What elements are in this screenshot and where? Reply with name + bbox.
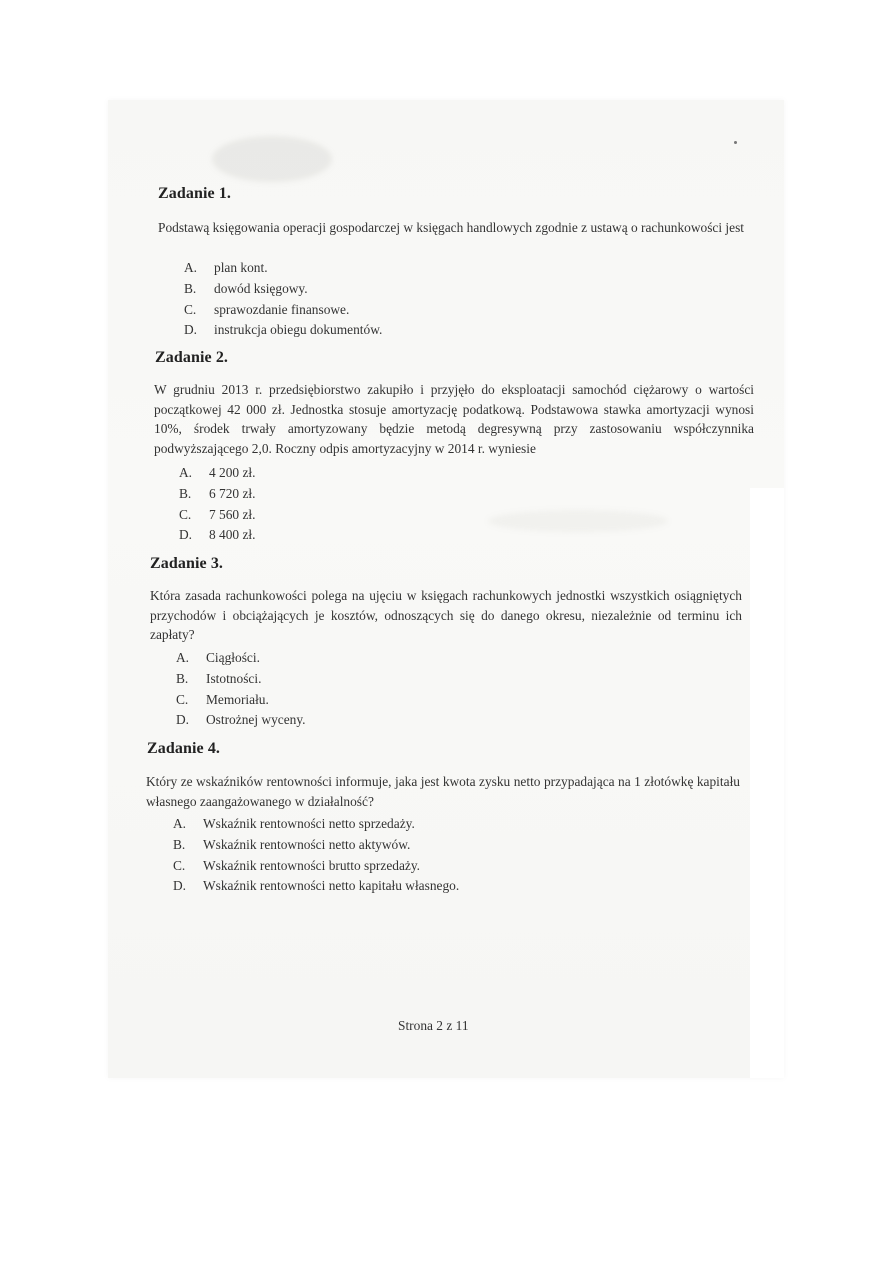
option-letter: B. — [179, 485, 192, 501]
option-text: plan kont. — [214, 260, 268, 275]
option-text: Wskaźnik rentowności brutto sprzedaży. — [203, 857, 421, 873]
option-letter: A. — [173, 816, 187, 831]
option — [179, 525, 256, 546]
option-letter: C. — [176, 691, 189, 707]
option — [176, 648, 306, 669]
option-letter: C. — [184, 301, 197, 317]
task-3-question: Która zasada rachunkowości polega na ujęciu w księgach rachunkowych jednostki wszystkich osiągniętych przychodów i obciążających je kosztów, odnoszących się do danego okresu, niezależnie od terminu ich zapłaty? — [150, 588, 742, 642]
scan-speck — [734, 141, 737, 144]
task-1-question: Podstawą księgowania operacji gospodarczej w księgach handlowych zgodnie z ustawą o rachunkowości jest — [158, 220, 745, 235]
task-1-title: Zadanie 1. — [158, 185, 232, 202]
option-text: Istotności. — [206, 670, 262, 686]
option-text: 7 560 zł. — [209, 506, 256, 522]
option — [179, 505, 256, 526]
option-letter: A. — [176, 650, 190, 665]
option — [176, 690, 306, 711]
option-letter: C. — [173, 857, 186, 873]
option-letter: D. — [179, 527, 193, 543]
option — [184, 279, 382, 300]
option — [173, 814, 459, 835]
option-letter: B. — [176, 670, 189, 686]
option-letter: A. — [179, 465, 193, 480]
option-text: 4 200 zł. — [209, 465, 256, 480]
task-4-title: Zadanie 4. — [147, 740, 221, 757]
task-1-options — [184, 258, 382, 341]
option — [184, 320, 382, 341]
scan-edge — [750, 488, 784, 1078]
option — [176, 710, 306, 731]
option-text: Wskaźnik rentowności netto aktywów. — [203, 836, 411, 852]
option-letter: D. — [173, 878, 187, 894]
option-letter: B. — [173, 836, 186, 852]
task-2-question: W grudniu 2013 r. przedsiębiorstwo zakupiło i przyjęło do eksploatacji samochód ciężarowy o wartości początkowej 42 000 zł. Jednostka stosuje amortyzację podatkową. Podstawowa stawka amortyzacji wynosi 10%, środek trwały amortyzowany będzie metodą degresywną przy zastosowaniu współczynnika podwyższającego 2,0. Roczny odpis amortyzacyjny w 2014 r. wyniesie — [154, 382, 754, 456]
scan-smudge — [488, 510, 668, 532]
scan-smudge — [212, 136, 332, 182]
option-text: instrukcja obiegu dokumentów. — [214, 322, 383, 338]
option-text: Wskaźnik rentowności netto sprzedaży. — [203, 816, 415, 831]
option-letter: D. — [184, 322, 198, 338]
task-2-title: Zadanie 2. — [155, 349, 229, 366]
option-letter: D. — [176, 712, 190, 728]
option-letter: C. — [179, 506, 192, 522]
option — [173, 835, 459, 856]
option — [176, 669, 306, 690]
option — [179, 463, 256, 484]
option-text: Wskaźnik rentowności netto kapitału własnego. — [203, 878, 460, 894]
option-text: sprawozdanie finansowe. — [214, 301, 350, 317]
task-2-options — [179, 463, 256, 546]
task-4-question: Który ze wskaźników rentowności informuje, jaka jest kwota zysku netto przypadająca na 1 złotówkę kapitału własnego zaangażowanego w działalność? — [146, 774, 740, 809]
task-3-title: Zadanie 3. — [150, 555, 224, 572]
option-text: Memoriału. — [206, 691, 269, 707]
option — [179, 484, 256, 505]
page-number-footer: Strona 2 z 11 — [398, 1018, 469, 1033]
option-text: Ciągłości. — [206, 650, 260, 665]
option-text: 8 400 zł. — [209, 527, 256, 543]
option-text: 6 720 zł. — [209, 485, 256, 501]
option — [184, 258, 382, 279]
option-text: Ostrożnej wyceny. — [206, 712, 306, 728]
option-letter: B. — [184, 280, 197, 296]
option — [173, 856, 459, 877]
option — [173, 876, 459, 897]
task-3-options — [176, 648, 306, 731]
task-4-options — [173, 814, 459, 897]
option-letter: A. — [184, 260, 198, 275]
option — [184, 300, 382, 321]
option-text: dowód księgowy. — [214, 280, 308, 296]
